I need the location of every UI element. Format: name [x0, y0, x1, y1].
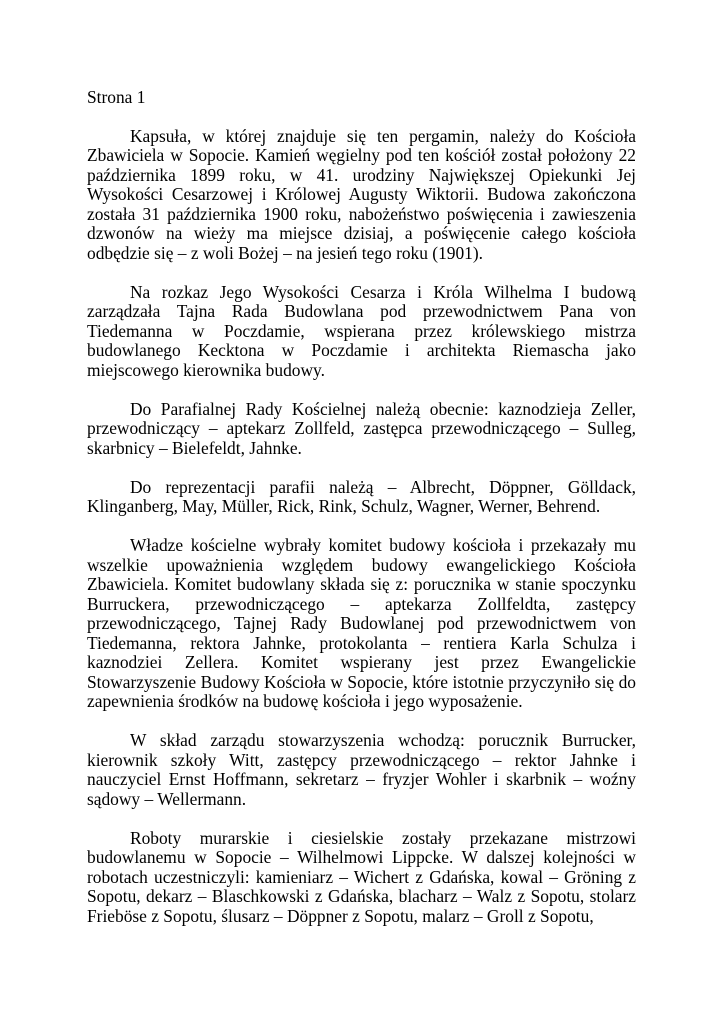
paragraph-building-committee: Władze kościelne wybrały komitet budowy kościoła i przekazały mu wszelkie upoważnienia względem budowy ewangelickiego Kościoła Zbawiciela. Komitet budowlany składa się z: porucznika w stanie spoczynku Burruckera, przewodniczącego – aptekarza Zollfeldta, zastępcy przewodniczącego, Tajnej Rady Budowlanej pod przewodnictwem von Tiedemanna, rektora Jahnke, protokolanta – rentiera Karla Schulza i kaznodziei Zellera. Komitet wspierany jest przez Ewangelickie Stowarzyszenie Budowy Kościoła w Sopocie, które istotnie przyczyniło się do zapewnienia środków na budowę kościoła i jego wyposażenie.: [87, 535, 636, 711]
paragraph-capsule: Kapsuła, w której znajduje się ten pergamin, należy do Kościoła Zbawiciela w Sopocie. Kamień węgielny pod ten kościół został położony 22 października 1899 roku, w 41. urodziny Największej Opiekunki Jej Wysokości Cesarzowej i Królowej Augusty Wiktorii. Budowa zakończona została 31 października 1900 roku, nabożeństwo poświęcenia i zawieszenia dzwonów na wieży ma miejsce dzisiaj, a poświęcenie całego kościoła odbędzie się – z woli Bożej – na jesień tego roku (1901).: [87, 125, 636, 263]
paragraph-craftsmen: Roboty murarskie i ciesielskie zostały przekazane mistrzowi budowlanemu w Sopocie – Wilhelmowi Lippcke. W dalszej kolejności w robotach uczestniczyli: kamieniarz – Wichert z Gdańska, kowal – Gröning z Sopotu, dekarz – Blaschkowski z Gdańska, blacharz – Walz z Sopotu, stolarz Frieböse z Sopotu, ślusarz – Döppner z Sopotu, malarz – Groll z Sopotu,: [87, 827, 636, 926]
paragraph-association-board: W skład zarządu stowarzyszenia wchodzą: porucznik Burrucker, kierownik szkoły Witt, zastępcy przewodniczącego – rektor Jahnke i nauczyciel Ernst Hoffmann, sekretarz – fryzjer Wohler i skarbnik – woźny sądowy – Wellermann.: [87, 730, 636, 809]
page-label: Strona 1: [87, 87, 146, 107]
paragraph-parish-representation: Do reprezentacji parafii należą – Albrecht, Döppner, Gölldack, Klinganberg, May, Müller, Rick, Rink, Schulz, Wagner, Werner, Behrend.: [87, 476, 636, 516]
document-page: [87, 88, 636, 926]
paragraph-construction-management: Na rozkaz Jego Wysokości Cesarza i Króla Wilhelma I budową zarządzała Tajna Rada Budowlana pod przewodnictwem Pana von Tiedemanna w Poczdamie, wspierana przez królewskiego mistrza budowlanego Kecktona w Poczdamie i architekta Riemascha jako miejscowego kierownika budowy.: [87, 281, 636, 380]
paragraph-parish-council: Do Parafialnej Rady Kościelnej należą obecnie: kaznodzieja Zeller, przewodniczący – aptekarz Zollfeld, zastępca przewodniczącego – Sulleg, skarbnicy – Bielefeldt, Jahnke.: [87, 398, 636, 458]
